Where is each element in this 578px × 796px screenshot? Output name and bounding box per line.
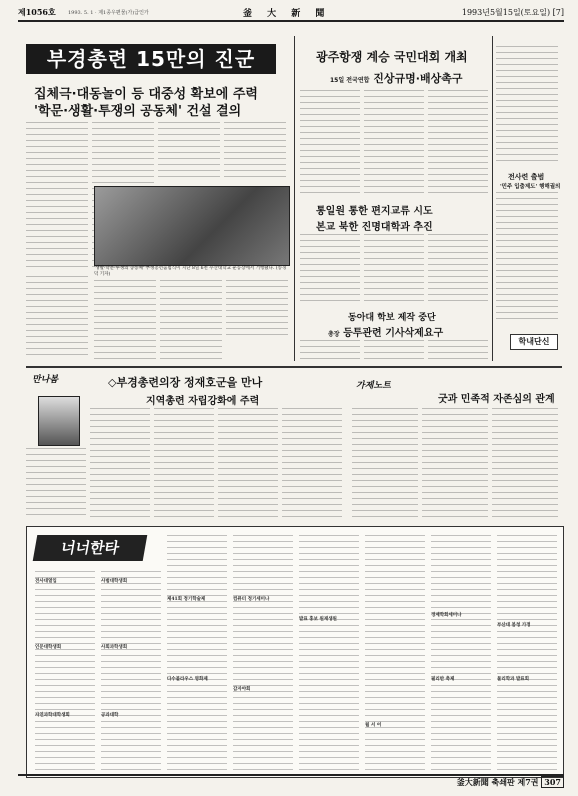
bulletin-item: 공과대학 — [101, 713, 119, 718]
feature-label: 가제노트 — [356, 381, 391, 391]
sidebar-col-2 — [496, 192, 558, 322]
feature-col-1 — [352, 408, 418, 520]
lead-body-col-1 — [26, 122, 88, 272]
lead-body-col-3 — [158, 122, 220, 182]
section-divider — [26, 366, 562, 368]
right-low-col-1 — [300, 340, 360, 364]
right-mid-headline: 통일원 통한 편지교류 시도 — [316, 206, 433, 217]
right-body-col-2 — [364, 90, 424, 198]
lead-body-col-7 — [226, 280, 288, 336]
lead-body-col-4 — [224, 122, 286, 182]
bulletin-item: 감자야회 — [233, 687, 251, 692]
lead-subhead-1: 집체극·대동놀이 등 대중성 확보에 주력 — [34, 87, 258, 102]
bulletin-item: 발표 홍보 원재생원 — [299, 617, 337, 622]
bulletin-item: 제41회 정기학술제 — [167, 597, 206, 602]
lead-body-col-6 — [160, 280, 222, 360]
bulletin-item: 필리반 축제 — [431, 677, 455, 682]
lead-body-col-5 — [94, 280, 156, 360]
feature-headline: 굿과 민족적 자존심의 관계 — [438, 394, 555, 405]
lead-body-col-8 — [26, 276, 88, 360]
right-low-headline: 동아대 학보 제작 중단 — [348, 313, 436, 323]
lead-photo — [94, 186, 290, 266]
column-rule — [294, 36, 295, 361]
right-low-subhead: 총장 등투관련 기사삭제요구 — [328, 328, 444, 339]
bulletin-item: 인문대학생회 — [35, 645, 62, 650]
bulletin-col-3 — [167, 535, 227, 771]
lead-banner: 부경총련 15만의 진군 — [26, 44, 276, 74]
bulletin-col-1 — [35, 571, 95, 771]
page-header — [18, 6, 564, 22]
footer-label: 釜大新聞 축쇄판 제7권 307 — [457, 777, 564, 788]
right-mid-col-2 — [364, 234, 424, 304]
haksan-label: 학내단신 — [510, 334, 558, 350]
bulletin-item: 물리학과 발표회 — [497, 677, 529, 682]
bulletin-item: 부산대 봄청 가정 — [497, 623, 531, 628]
bulletin-item: 사범대학생회 — [101, 579, 128, 584]
sidebar-rule — [492, 36, 493, 361]
bulletin-col-6 — [365, 535, 425, 771]
interview-col-4 — [218, 408, 278, 520]
bulletin-col-2 — [101, 571, 161, 771]
right-top-headline: 광주항쟁 계승 국민대회 개최 — [316, 50, 468, 64]
right-low-col-2 — [364, 340, 424, 364]
sidebar-box-title: 전사련 출범 — [508, 173, 545, 181]
mail-permit: 1993. 5. 1 · 제1종우편물(가)급인가 — [68, 10, 149, 16]
bulletin-col-7 — [431, 535, 491, 771]
newspaper-page — [18, 6, 564, 788]
bulletin-item: 전사대열입 — [35, 579, 57, 584]
interview-subhead: 지역총련 자립강화에 주력 — [146, 396, 260, 407]
interviewee-portrait — [38, 396, 80, 446]
bulletin-item: 다수불라우스 영화제 — [167, 677, 208, 682]
right-mid-col-3 — [428, 234, 488, 304]
right-mid-subhead: 본교 북한 진명대학과 추진 — [316, 222, 433, 233]
bulletin-item: 사회과학생회 — [101, 645, 128, 650]
issue-number: 제1056호 — [18, 7, 56, 17]
bulletin-col-8 — [497, 535, 557, 771]
interview-col-2 — [90, 408, 150, 520]
feature-col-3 — [492, 408, 558, 520]
sidebar-box-subtitle: '민주 입춤제도' 행해궐의 — [500, 184, 561, 190]
bulletin-title: 너너한타 — [33, 535, 148, 561]
interview-col-1 — [26, 448, 86, 520]
interview-col-5 — [282, 408, 342, 520]
page-footer — [18, 774, 564, 788]
right-body-col-1 — [300, 90, 360, 198]
right-mid-col-1 — [300, 234, 360, 304]
bulletin-item: 자연과학대학생회 — [35, 713, 70, 718]
bulletin-item: 컴퓨터 정기세미나 — [233, 597, 270, 602]
lead-photo-caption: '생활·학문·투쟁의 공동체' 부경총련출범식이 지난 8일 6천 수산대학교 운동장에서 거행됐다. (송경덕 기자) — [94, 266, 287, 277]
right-body-col-3 — [428, 90, 488, 198]
sidebar-col-1 — [496, 46, 558, 166]
feature-col-2 — [422, 408, 488, 520]
interview-col-3 — [154, 408, 214, 520]
interview-headline: ◇부경총련의장 정재호군을 만나 — [108, 376, 263, 389]
bulletin-board — [26, 526, 564, 778]
bulletin-col-5 — [299, 535, 359, 771]
lead-subhead-2: '학문·생활·투쟁의 공동체' 건설 결의 — [34, 104, 242, 119]
paper-name: 釜 大 新 聞 — [243, 9, 331, 19]
bulletin-item: 월 서 어 — [365, 723, 382, 728]
bulletin-item: 경제학회세미나 — [431, 613, 462, 618]
right-top-subhead: 15일 전국연합 진상규명·배상촉구 — [330, 72, 463, 85]
bulletin-col-4 — [233, 535, 293, 771]
interview-label: 만나봄 — [32, 375, 59, 385]
right-low-col-3 — [428, 340, 488, 364]
date-page: 1993년5월15일(토요일) [7] — [461, 8, 564, 17]
